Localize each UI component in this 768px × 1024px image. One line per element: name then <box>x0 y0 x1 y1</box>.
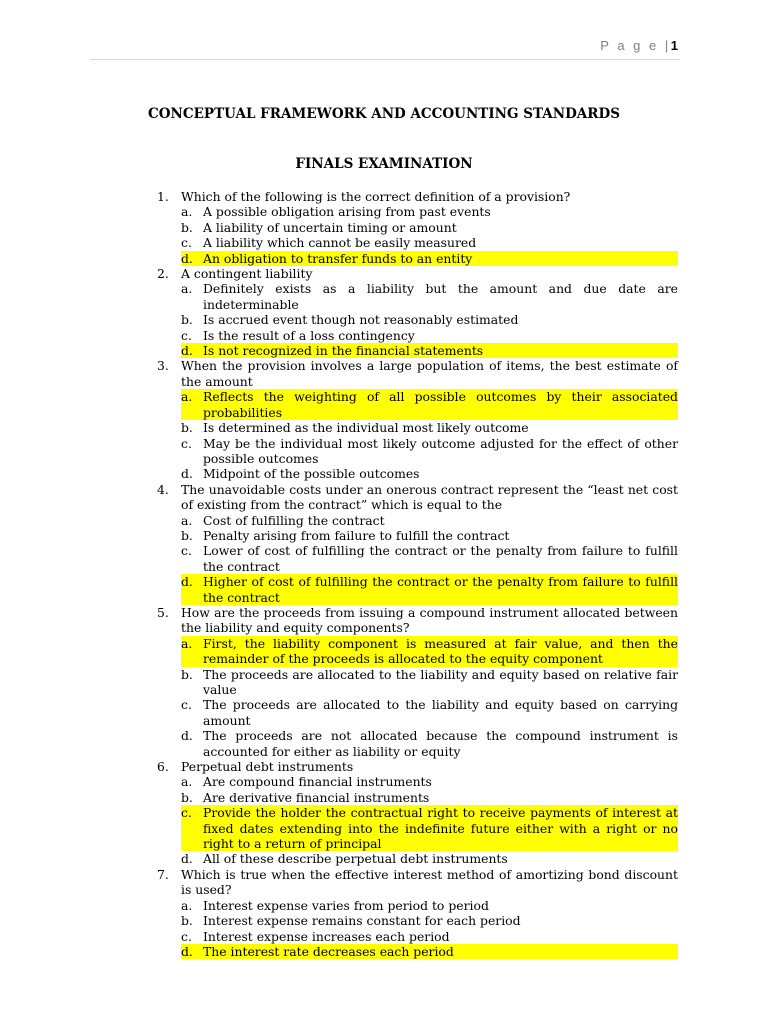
question-number: 3. <box>157 358 169 374</box>
question-2 <box>157 266 678 281</box>
option-text: May be the individual most likely outcome adjusted for the effect of other possible outcomes <box>203 435 678 466</box>
question-text: When the provision involves a large population of items, the best estimate of the amount <box>181 358 678 389</box>
answer-option <box>181 790 678 805</box>
highlighted-answer-option <box>181 805 678 851</box>
answer-option <box>181 220 678 235</box>
question-7 <box>157 867 678 898</box>
highlighted-answer-option <box>181 251 678 266</box>
answer-option <box>181 281 678 312</box>
answer-option <box>181 851 678 866</box>
answer-option <box>181 436 678 467</box>
answer-option <box>181 898 678 913</box>
question-4 <box>157 482 678 513</box>
option-text: Interest expense remains constant for each period <box>203 913 521 929</box>
question-number: 2. <box>157 266 169 282</box>
option-text: Lower of cost of fulfilling the contract or the penalty from failure to fulfill the contract <box>203 543 678 574</box>
answer-option <box>181 697 678 728</box>
question-text: Which is true when the effective interest method of amortizing bond discount is used? <box>181 866 678 898</box>
question-number: 6. <box>157 759 169 775</box>
option-letter: c. <box>181 543 192 559</box>
answer-option <box>181 204 678 219</box>
option-text: The proceeds are allocated to the liability and equity based on relative fair value <box>203 666 678 697</box>
answer-option <box>181 929 678 944</box>
answer-option <box>181 728 678 759</box>
question-text: Which of the following is the correct definition of a provision? <box>181 189 571 204</box>
option-letter: c. <box>181 235 192 251</box>
option-letter: c. <box>181 327 192 343</box>
option-text: Midpoint of the possible outcomes <box>203 466 420 482</box>
answer-option <box>181 913 678 928</box>
option-text: Is the result of a loss contingency <box>203 327 415 343</box>
answer-option <box>181 528 678 543</box>
question-number: 5. <box>157 604 169 620</box>
exam-title: FINALS EXAMINATION <box>295 156 473 172</box>
highlighted-answer-option <box>181 574 678 605</box>
option-text: The proceeds are allocated to the liability and equity based on carrying amount <box>203 697 678 728</box>
option-text: Penalty arising from failure to fulfill the contract <box>203 527 510 543</box>
option-letter: a. <box>181 281 193 297</box>
option-text: Are compound financial instruments <box>203 774 432 790</box>
option-letter: a. <box>181 897 193 913</box>
option-letter: b. <box>181 913 193 929</box>
answer-option <box>181 420 678 435</box>
option-letter: d. <box>181 944 203 959</box>
option-letter: c. <box>181 697 192 713</box>
question-text: A contingent liability <box>181 266 313 282</box>
option-text: Provide the holder the contractual right to receive payments of interest at fixed dates extending into the indefinite future either with a right or no right to a return of principal <box>203 805 678 852</box>
question-text: The unavoidable costs under an onerous contract represent the “least net cost of existing from the contract” which is equal to the <box>181 481 678 513</box>
question-list <box>157 189 678 959</box>
page-number: 1 <box>670 38 678 53</box>
option-letter: a. <box>181 512 193 528</box>
option-text: A liability which cannot be easily measured <box>203 235 477 251</box>
answer-option <box>181 328 678 343</box>
option-letter: a. <box>181 204 193 220</box>
header-divider <box>90 59 680 60</box>
option-text: A liability of uncertain timing or amount <box>203 219 457 235</box>
page-label: P a g e <box>600 38 659 53</box>
option-letter: b. <box>181 219 193 235</box>
answer-option <box>181 235 678 250</box>
option-letter: a. <box>181 389 203 420</box>
option-letter: a. <box>181 774 193 790</box>
option-text: An obligation to transfer funds to an entity <box>203 251 678 266</box>
option-letter: d. <box>181 466 193 482</box>
page-separator: | <box>664 38 671 53</box>
question-text: How are the proceeds from issuing a compound instrument allocated between the liability and equity components? <box>181 604 678 636</box>
option-text: Reflects the weighting of all possible outcomes by their associated probabilities <box>203 389 678 420</box>
document-title: CONCEPTUAL FRAMEWORK AND ACCOUNTING STANDARDS <box>148 106 620 122</box>
option-letter: c. <box>181 435 192 451</box>
option-text: All of these describe perpetual debt instruments <box>203 851 508 867</box>
option-text: Is determined as the individual most likely outcome <box>203 420 529 436</box>
option-letter: d. <box>181 343 203 358</box>
page-header <box>600 38 678 53</box>
question-text: Perpetual debt instruments <box>181 759 354 775</box>
option-text: Are derivative financial instruments <box>203 789 430 805</box>
option-text: Is not recognized in the financial statements <box>203 343 678 358</box>
answer-option <box>181 774 678 789</box>
question-number: 7. <box>157 866 169 882</box>
highlighted-answer-option <box>181 944 678 959</box>
option-letter: d. <box>181 728 193 744</box>
option-text: A possible obligation arising from past events <box>203 204 491 220</box>
highlighted-answer-option <box>181 636 678 667</box>
question-1 <box>157 189 678 204</box>
option-text: Cost of fulfilling the contract <box>203 512 385 528</box>
answer-option <box>181 667 678 698</box>
option-letter: b. <box>181 527 193 543</box>
option-text: Higher of cost of fulfilling the contract or the penalty from failure to fulfill the contract <box>203 574 678 605</box>
highlighted-answer-option <box>181 343 678 358</box>
question-5 <box>157 605 678 636</box>
answer-option <box>181 312 678 327</box>
option-letter: b. <box>181 666 193 682</box>
option-letter: b. <box>181 789 193 805</box>
option-text: First, the liability component is measured at fair value, and then the remainder of the proceeds is allocated to the equity component <box>203 635 678 667</box>
highlighted-answer-option <box>181 389 678 420</box>
answer-option <box>181 466 678 481</box>
question-number: 4. <box>157 481 169 497</box>
question-3 <box>157 358 678 389</box>
option-text: Interest expense varies from period to period <box>203 897 489 913</box>
option-letter: d. <box>181 851 193 867</box>
question-number: 1. <box>157 189 169 204</box>
option-letter: b. <box>181 420 193 436</box>
answer-option <box>181 543 678 574</box>
option-letter: b. <box>181 312 193 328</box>
option-text: The interest rate decreases each period <box>203 944 678 959</box>
option-text: The proceeds are not allocated because the compound instrument is accounted for either as liability or equity <box>203 728 678 759</box>
question-6 <box>157 759 678 774</box>
option-text: Is accrued event though not reasonably estimated <box>203 312 519 328</box>
option-text: Definitely exists as a liability but the amount and due date are indeterminable <box>203 281 678 312</box>
option-letter: c. <box>181 805 203 851</box>
option-letter: d. <box>181 251 203 266</box>
option-letter: a. <box>181 636 203 667</box>
option-letter: c. <box>181 928 192 944</box>
answer-option <box>181 513 678 528</box>
option-letter: d. <box>181 574 203 605</box>
option-text: Interest expense increases each period <box>203 928 450 944</box>
